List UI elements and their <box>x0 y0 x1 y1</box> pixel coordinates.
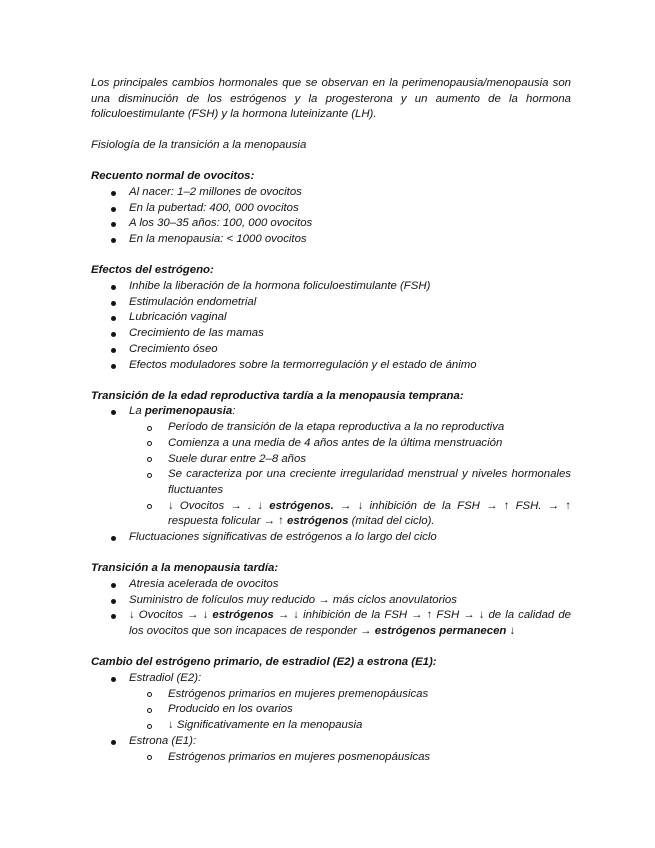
late-reproductive-heading: Transición de la edad reproductiva tardía a la menopausia temprana: <box>91 389 464 402</box>
hormonal-chain-item <box>129 499 571 530</box>
perimenopause-term: perimenopausia <box>144 405 233 418</box>
list-item: En la pubertad: 400, 000 ovocitos <box>91 201 571 217</box>
physiology-title: Fisiología de la transición a la menopausia <box>91 139 307 152</box>
late-reproductive-list <box>91 404 571 545</box>
list-item: Crecimiento de las mamas <box>91 326 571 342</box>
estradiol-item <box>91 671 571 734</box>
estrogen-effects-list <box>91 279 571 373</box>
list-item: Al nacer: 1–2 millones de ovocitos <box>91 185 571 201</box>
perimenopause-prefix: La <box>129 405 145 418</box>
chain-bold: ↓ estrógenos. <box>257 499 334 512</box>
list-item: En la menopausia: < 1000 ovocitos <box>91 232 571 248</box>
estrone-item <box>91 734 571 765</box>
chain-text: ↓ Ovocitos → . <box>168 499 258 512</box>
list-item: Producido en los ovarios <box>129 702 571 718</box>
primary-estrogen-heading: Cambio del estrógeno primario, de estradiol (E2) a estrona (E1): <box>91 656 437 669</box>
list-item: Estrógenos primarios en mujeres posmenopáusicas <box>129 750 571 766</box>
list-item: Estimulación endometrial <box>91 295 571 311</box>
list-item: Atresia acelerada de ovocitos <box>91 577 571 593</box>
estradiol-label: Estradiol (E2): <box>129 672 202 684</box>
list-item: Suministro de folículos muy reducido → más ciclos anovulatorios <box>91 593 571 609</box>
list-item: Efectos moduladores sobre la termorregulación y el estado de ánimo <box>91 358 571 374</box>
late-menopause-list <box>91 577 571 640</box>
hormonal-chain-item <box>91 608 571 639</box>
perimenopause-sublist <box>129 420 571 530</box>
list-item: Se caracteriza por una creciente irregularidad menstrual y niveles hormonales fluctuantes <box>129 467 571 498</box>
chain-text: → ↓ inhibición de la FSH → ↑ FSH → ↓ de la calidad de los ovocitos que son incapaces de responder → <box>129 609 571 638</box>
chain-text: → ↓ inhibición de la FSH → ↑ FSH. → ↑ respuesta folicular → <box>168 499 572 528</box>
list-item: Lubricación vaginal <box>91 310 571 326</box>
list-item: Inhibe la liberación de la hormona foliculoestimulante (FSH) <box>91 279 571 295</box>
list-item: Suele durar entre 2–8 años <box>129 452 571 468</box>
estrone-label: Estrona (E1): <box>129 734 197 747</box>
chain-bold: ↑ estrógenos <box>278 515 349 528</box>
primary-estrogen-list <box>91 671 571 765</box>
list-item: A los 30–35 años: 100, 000 ovocitos <box>91 216 571 232</box>
chain-text: (mitad del ciclo). <box>348 515 435 528</box>
perimenopause-suffix: : <box>232 405 236 418</box>
list-item: Crecimiento óseo <box>91 342 571 358</box>
chain-text: ↓ Ovocitos → <box>129 609 203 622</box>
oocyte-count-list <box>91 185 571 248</box>
estradiol-sublist <box>129 687 571 734</box>
list-item: Fluctuaciones significativas de estrógenos a lo largo del ciclo <box>91 530 571 546</box>
list-item: Período de transición de la etapa reproductiva a la no reproductiva <box>129 420 571 436</box>
estrone-sublist <box>129 750 571 766</box>
perimenopause-item <box>91 404 571 530</box>
chain-bold: estrógenos permanecen ↓ <box>374 625 516 638</box>
chain-bold: ↓ estrógenos <box>202 609 274 622</box>
list-item: Comienza a una media de 4 años antes de la última menstruación <box>129 436 571 452</box>
late-menopause-heading: Transición a la menopausia tardía: <box>91 562 279 575</box>
list-item: ↓ Significativamente en la menopausia <box>129 718 571 734</box>
oocyte-count-heading: Recuento normal de ovocitos: <box>91 170 255 183</box>
list-item: Estrógenos primarios en mujeres premenopáusicas <box>129 687 571 703</box>
estrogen-effects-heading: Efectos del estrógeno: <box>91 264 214 277</box>
intro-paragraph: Los principales cambios hormonales que se observan en la perimenopausia/menopausia son una disminución de los estrógenos y la progesterona y un aumento de la hormona foliculoestimulante (FSH) y la hormona luteinizante (LH). <box>91 77 571 121</box>
